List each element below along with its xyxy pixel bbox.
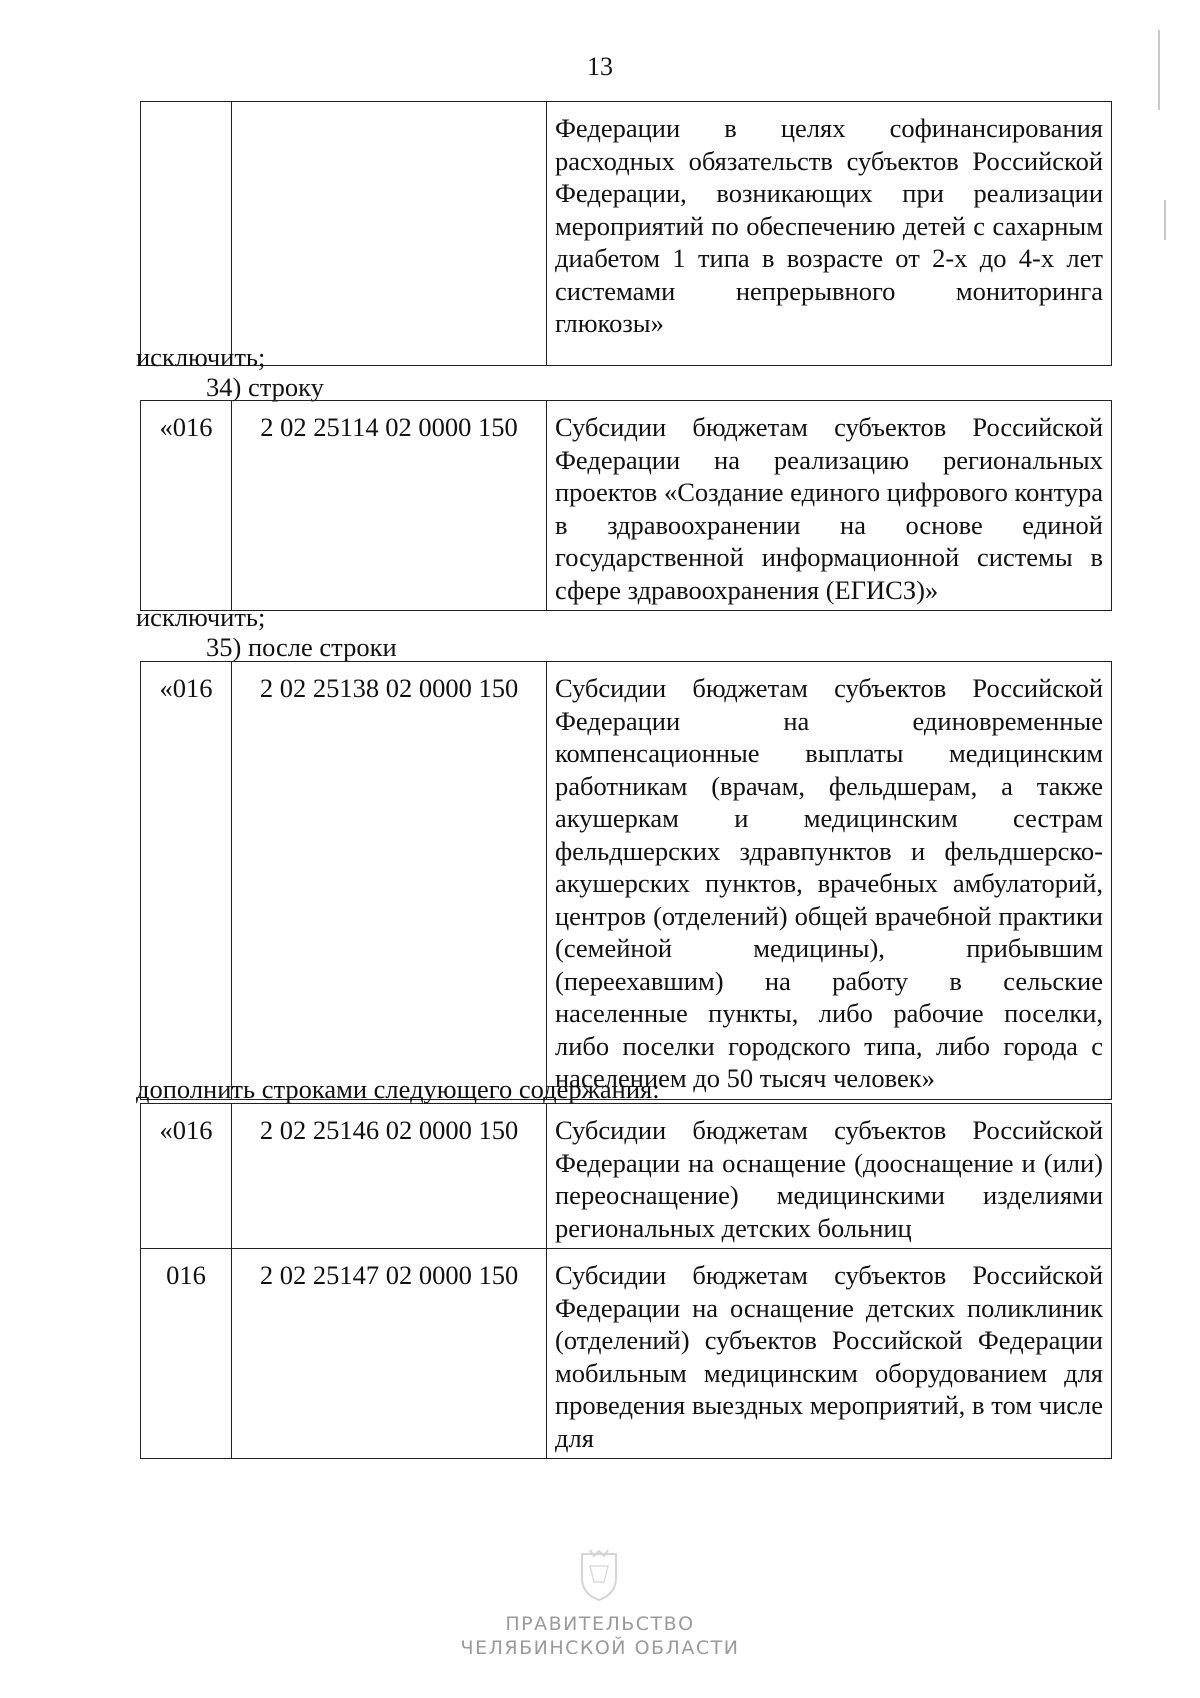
description-cell: Федерации в целях софинансирования расходных обязательств субъектов Российской Федерации, возникающих при реализации мероприятий по обеспечению детей с сахарным диабетом 1 типа в возрасте от 2-х до 4-х лет системами непрерывного мониторинга глюкозы» [547, 102, 1112, 366]
budget-code-cell: 2 02 25114 02 0000 150 [232, 401, 547, 611]
budget-code-cell: 2 02 25147 02 0000 150 [232, 1249, 547, 1459]
budget-code-cell: 2 02 25146 02 0000 150 [232, 1104, 547, 1249]
description-cell: Субсидии бюджетам субъектов Российской Федерации на оснащение детских поликлиник (отделений) субъектов Российской Федерации мобильным медицинским оборудованием для проведения выездных мероприятий, в том числе для [547, 1249, 1112, 1459]
description-cell: Субсидии бюджетам субъектов Российской Федерации на реализацию региональных проектов «Создание единого цифрового контура в здравоохранении на основе единой государственной информационной системы в сфере здравоохранения (ЕГИСЗ)» [547, 401, 1112, 611]
add-rows-text: дополнить строками следующего содержания: [136, 1074, 660, 1104]
table-row [141, 662, 1112, 1100]
budget-code-cell: 2 02 25138 02 0000 150 [232, 662, 547, 1100]
exclude-text-1: исключить; [136, 342, 266, 372]
admin-code-cell: «016 [141, 401, 232, 611]
table-row [141, 102, 1112, 366]
scan-margin-mark [1164, 200, 1166, 240]
code-table-additions [140, 1103, 1112, 1459]
description-cell: Субсидии бюджетам субъектов Российской Федерации на оснащение (дооснащение и (или) переоснащение) медицинскими изделиями региональных детских больниц [547, 1104, 1112, 1249]
code-table-item-34 [140, 400, 1112, 611]
table-row [141, 1104, 1112, 1249]
admin-code-cell: «016 [141, 1104, 232, 1249]
code-table-continuation [140, 101, 1112, 366]
coat-of-arms-icon [576, 1548, 622, 1604]
item-35-label: 35) после строки [206, 632, 397, 662]
description-cell: Субсидии бюджетам субъектов Российской Федерации на единовременные компенсационные выплаты медицинским работникам (врачам, фельдшерам, а также акушеркам и медицинским сестрам фельдшерских здравпунктов и фельдшерско-акушерских пунктов, врачебных амбулаторий, центров (отделений) общей врачебной практики (семейной медицины), прибывшим (переехавшим) на работу в сельские населенные пункты, либо рабочие поселки, либо поселки городского типа, либо города с населением до 50 тысяч человек» [547, 662, 1112, 1100]
exclude-text-2: исключить; [136, 602, 266, 632]
table-row [141, 1249, 1112, 1459]
stamp-line-2: ЧЕЛЯБИНСКОЙ ОБЛАСТИ [460, 1637, 740, 1659]
table-row [141, 401, 1112, 611]
code-table-item-35 [140, 661, 1112, 1100]
stamp-line-1: ПРАВИТЕЛЬСТВО [505, 1613, 695, 1635]
admin-code-cell [141, 102, 232, 366]
page-number: 13 [587, 52, 613, 81]
scan-margin-mark [1158, 30, 1160, 110]
budget-code-cell [232, 102, 547, 366]
admin-code-cell: 016 [141, 1249, 232, 1459]
item-34-label: 34) строку [206, 372, 324, 402]
admin-code-cell: «016 [141, 662, 232, 1100]
